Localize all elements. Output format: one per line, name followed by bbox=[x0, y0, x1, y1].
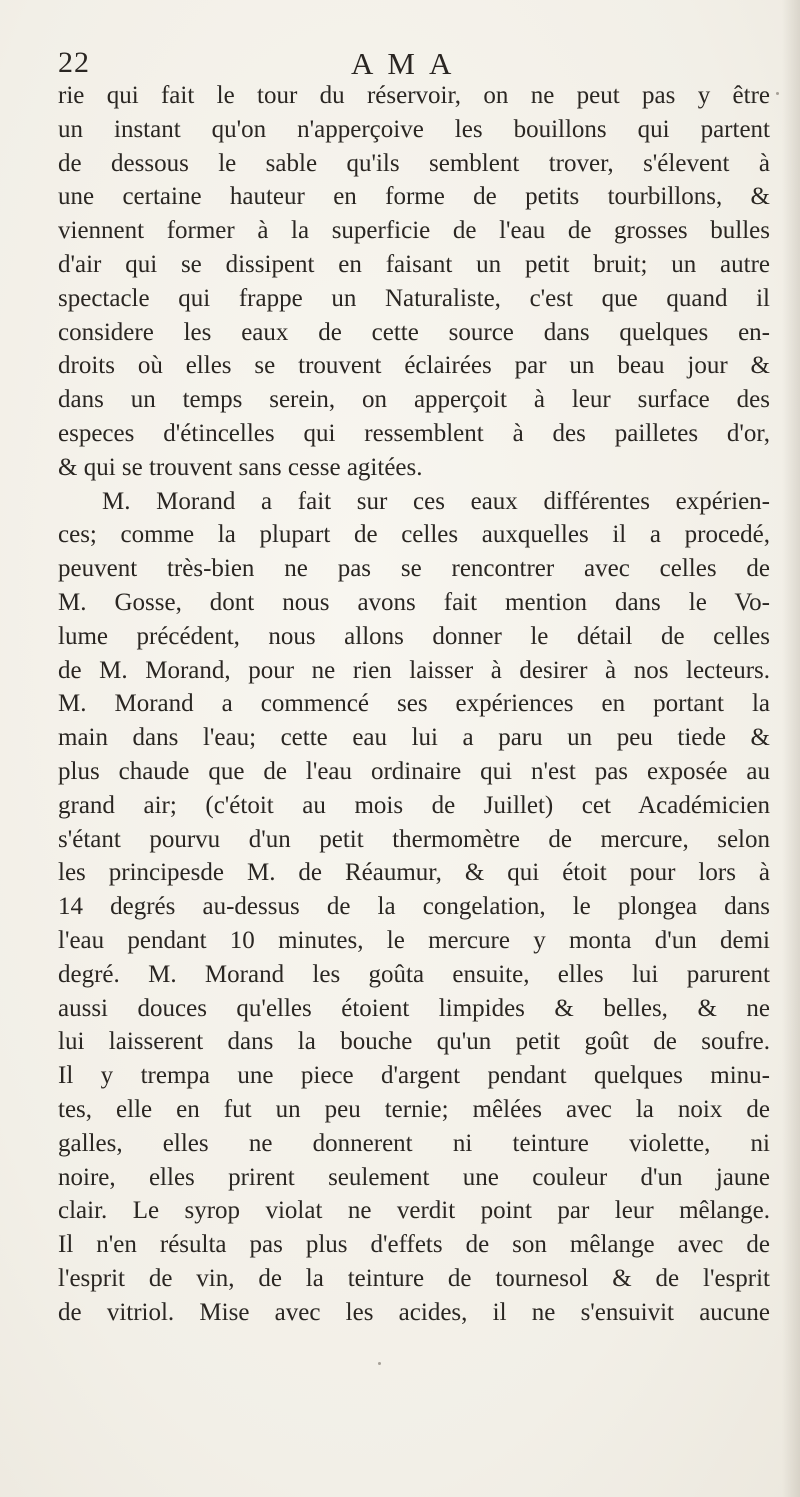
text-line: l'esprit de vin, de la teinture de tournesol & de l'esprit bbox=[58, 1264, 770, 1292]
text-line: droits où elles se trouvent éclairées par un beau jour & bbox=[58, 352, 770, 380]
text-line: considere les eaux de cette source dans quelques en- bbox=[58, 318, 770, 346]
text-line: especes d'étincelles qui ressemblent à des pailletes d'or, bbox=[58, 419, 770, 447]
text-line: grand air; (c'étoit au mois de Juillet) cet Académicien bbox=[58, 791, 770, 819]
text-line: Il y trempa une piece d'argent pendant quelques minu- bbox=[58, 1062, 770, 1090]
text-line: rie qui fait le tour du réservoir, on ne peut pas y être bbox=[58, 82, 770, 109]
text-line: M. Morand a fait sur ces eaux différentes expérien- bbox=[102, 487, 770, 515]
text-line: l'eau pendant 10 minutes, le mercure y monta d'un demi bbox=[58, 926, 770, 954]
text-line: Il n'en résulta pas plus d'effets de son mêlange avec de bbox=[58, 1231, 770, 1259]
text-line: main dans l'eau; cette eau lui a paru un peu tiede & bbox=[58, 724, 770, 752]
text-line: de dessous le sable qu'ils semblent trover, s'élevent à bbox=[58, 149, 770, 177]
text-line: ces; comme la plupart de celles auxquelles il a procedé, bbox=[58, 521, 770, 549]
text-line: dans un temps serein, on apperçoit à leur surface des bbox=[58, 386, 770, 414]
text-line: noire, elles prirent seulement une couleur d'un jaune bbox=[58, 1163, 770, 1191]
text-line: peuvent très-bien ne pas se rencontrer avec celles de bbox=[58, 555, 770, 583]
text-line: de M. Morand, pour ne rien laisser à desirer à nos lecteurs. bbox=[58, 656, 770, 684]
text-line: les principesde M. de Réaumur, & qui étoit pour lors à bbox=[58, 859, 770, 887]
text-line: tes, elle en fut un peu ternie; mêlées avec la noix de bbox=[58, 1095, 770, 1123]
text-line: & qui se trouvent sans cesse agitées. bbox=[58, 453, 423, 481]
text-line: d'air qui se dissipent en faisant un petit bruit; un autre bbox=[58, 250, 770, 278]
text-line: viennent former à la superficie de l'eau de grosses bulles bbox=[58, 217, 770, 245]
text-line: lui laisserent dans la bouche qu'un petit goût de soufre. bbox=[58, 1028, 770, 1056]
text-line: s'étant pourvu d'un petit thermomètre de mercure, selon bbox=[58, 825, 770, 853]
text-line: une certaine hauteur en forme de petits tourbillons, & bbox=[58, 183, 770, 211]
running-head: AMA bbox=[351, 46, 466, 81]
page-gutter-shadow bbox=[782, 0, 800, 1497]
page-number: 22 bbox=[58, 46, 90, 79]
ink-speck bbox=[776, 92, 779, 95]
text-line: plus chaude que de l'eau ordinaire qui n'est pas exposée au bbox=[58, 757, 770, 785]
text-line: M. Morand a commencé ses expériences en portant la bbox=[58, 690, 770, 718]
text-line: M. Gosse, dont nous avons fait mention dans le Vo- bbox=[58, 588, 770, 616]
text-line: un instant qu'on n'apperçoive les bouillons qui partent bbox=[58, 115, 770, 143]
body-text bbox=[58, 79, 770, 1329]
text-line: spectacle qui frappe un Naturaliste, c'est que quand il bbox=[58, 284, 770, 312]
text-line: aussi douces qu'elles étoient limpides & belles, & ne bbox=[58, 994, 770, 1022]
text-line: de vitriol. Mise avec les acides, il ne s'ensuivit aucune bbox=[58, 1298, 770, 1326]
text-line: degré. M. Morand les goûta ensuite, elles lui parurent bbox=[58, 960, 770, 988]
text-line: galles, elles ne donnerent ni teinture violette, ni bbox=[58, 1129, 770, 1157]
text-line: 14 degrés au-dessus de la congelation, le plongea dans bbox=[58, 893, 770, 921]
text-line: clair. Le syrop violat ne verdit point par leur mêlange. bbox=[58, 1197, 770, 1225]
text-line: lume précédent, nous allons donner le détail de celles bbox=[58, 622, 770, 650]
ink-speck bbox=[378, 1362, 381, 1365]
